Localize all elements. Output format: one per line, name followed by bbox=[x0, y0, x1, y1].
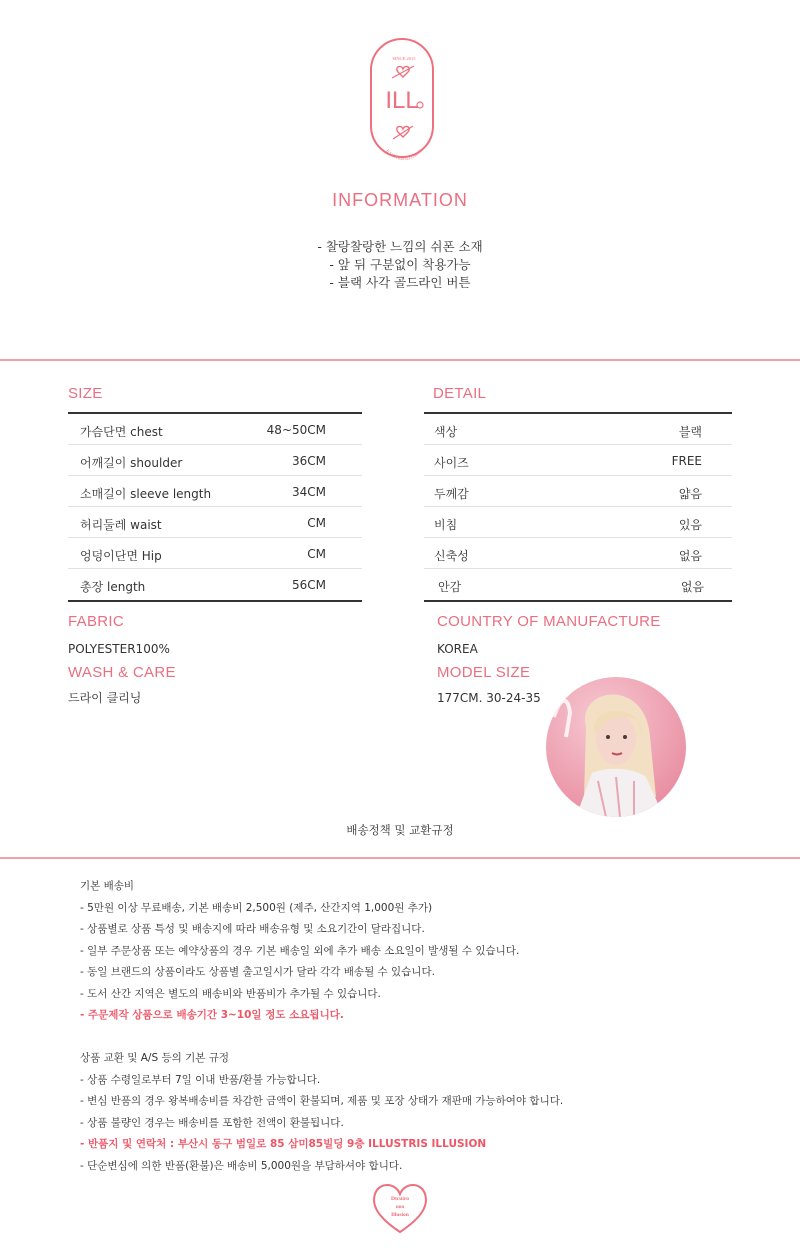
detail-value: FREE bbox=[671, 454, 702, 468]
brand-logo bbox=[370, 38, 434, 158]
heart-icon bbox=[369, 1178, 431, 1240]
logo-mark-icon bbox=[372, 40, 436, 160]
logo-ill-text: ILL bbox=[385, 87, 419, 114]
exchange-line: - 상품 수령일로부터 7일 이내 반품/환불 가능합니다. bbox=[80, 1073, 321, 1086]
size-value: CM bbox=[307, 547, 326, 561]
detail-row bbox=[424, 569, 732, 600]
shipping-highlight: - 주문제작 상품으로 배송기간 3~10일 정도 소요됩니다. bbox=[80, 1009, 344, 1021]
wash-title: WASH & CARE bbox=[68, 664, 176, 681]
size-value: CM bbox=[307, 516, 326, 530]
information-line: - 찰랑찰랑한 느낌의 쉬폰 소재 bbox=[317, 239, 483, 254]
size-label: 가슴단면 chest bbox=[80, 425, 163, 439]
information-line: - 앞 뒤 구분없이 착용가능 bbox=[329, 257, 471, 272]
shipping-line: - 5만원 이상 무료배송, 기본 배송비 2,500원 (제주, 산간지역 1,000원 추가) bbox=[80, 901, 433, 914]
heart-text-line: Dtcuiro bbox=[391, 1196, 409, 1202]
size-label: 소매길이 sleeve length bbox=[80, 487, 212, 501]
size-label: 총장 length bbox=[80, 580, 146, 594]
shipping-title: 기본 배송비 bbox=[80, 880, 135, 892]
detail-title: DETAIL bbox=[433, 385, 487, 402]
model-photo bbox=[546, 677, 686, 817]
size-row bbox=[68, 476, 362, 507]
policy-body bbox=[80, 876, 740, 1177]
size-value: 48~50CM bbox=[266, 423, 326, 437]
exchange-line: - 변심 반품의 경우 왕복배송비를 차감한 금액이 환불되며, 제품 및 포장 상태가 재판매 가능하여야 합니다. bbox=[80, 1095, 564, 1107]
policy-title: 배송정책 및 교환규정 bbox=[346, 823, 454, 837]
exchange-line: - 상품 불량인 경우는 배송비를 포함한 전액이 환불됩니다. bbox=[80, 1116, 344, 1129]
country-title: COUNTRY OF MANUFACTURE bbox=[437, 613, 661, 630]
size-row bbox=[68, 445, 362, 476]
size-row bbox=[68, 538, 362, 569]
detail-value: 얇음 bbox=[678, 487, 702, 501]
detail-row bbox=[424, 538, 732, 569]
fabric-value: POLYESTER100% bbox=[68, 642, 170, 656]
detail-value: 블랙 bbox=[678, 425, 702, 439]
section-divider bbox=[0, 359, 800, 361]
detail-label: 색상 bbox=[434, 425, 458, 439]
information-lines bbox=[0, 238, 800, 292]
size-row bbox=[68, 507, 362, 538]
country-value: KOREA bbox=[437, 642, 478, 656]
shipping-line: - 상품별로 상품 특성 및 배송지에 따라 배송유형 및 소요기간이 달라집니다. bbox=[80, 923, 425, 935]
shipping-line: - 도서 산간 지역은 별도의 배송비와 반품비가 추가될 수 있습니다. bbox=[80, 987, 381, 1000]
shipping-line: - 일부 주문상품 또는 예약상품의 경우 기본 배송일 외에 추가 배송 소요일이 발생될 수 있습니다. bbox=[80, 944, 520, 957]
model-value: 177CM. 30-24-35 bbox=[437, 691, 541, 705]
heart-text-line: Illusion bbox=[391, 1212, 409, 1218]
size-title: SIZE bbox=[68, 385, 103, 402]
exchange-title: 상품 교환 및 A/S 등의 기본 규정 bbox=[80, 1052, 229, 1064]
size-table bbox=[68, 412, 362, 602]
detail-label: 두께감 bbox=[434, 487, 469, 501]
size-label: 허리둘레 waist bbox=[80, 518, 162, 532]
model-title: MODEL SIZE bbox=[437, 664, 531, 681]
detail-label: 비침 bbox=[434, 518, 458, 532]
detail-row bbox=[424, 507, 732, 538]
section-divider bbox=[0, 857, 800, 859]
logo-top-text: SINCE 2015 bbox=[392, 56, 416, 61]
detail-value: 없음 bbox=[680, 580, 704, 594]
detail-label: 신축성 bbox=[434, 549, 469, 563]
detail-value: 없음 bbox=[678, 549, 702, 563]
detail-row bbox=[424, 476, 732, 507]
information-line: - 블랙 사각 골드라인 버튼 bbox=[329, 275, 471, 290]
detail-label: 안감 bbox=[438, 580, 462, 594]
fabric-title: FABRIC bbox=[68, 613, 124, 630]
shipping-line: - 동일 브랜드의 상품이라도 상품별 출고일시가 달라 각각 배송될 수 있습니다. bbox=[80, 966, 435, 978]
size-label: 엉덩이단면 Hip bbox=[80, 549, 162, 563]
logo-bottom-text: ILLUSTRIS ILLUSION bbox=[385, 148, 423, 160]
exchange-highlight: - 반품지 및 연락처 : 부산시 동구 범일로 85 삼미85빌딩 9층 ILLUSTRIS ILLUSION bbox=[80, 1138, 487, 1150]
spacer bbox=[80, 1027, 740, 1049]
detail-label: 사이즈 bbox=[434, 456, 469, 470]
wash-value: 드라이 클리닝 bbox=[68, 691, 142, 705]
detail-row bbox=[424, 445, 732, 476]
heart-text-line: uoo bbox=[395, 1204, 405, 1210]
information-title: INFORMATION bbox=[332, 190, 468, 210]
exchange-line: - 단순변심에 의한 반품(환불)은 배송비 5,000원을 부담하셔야 합니다. bbox=[80, 1159, 403, 1172]
size-value: 36CM bbox=[291, 454, 326, 468]
size-row bbox=[68, 414, 362, 445]
detail-row bbox=[424, 414, 732, 445]
detail-table bbox=[424, 412, 732, 602]
size-value: 34CM bbox=[291, 485, 326, 499]
size-row bbox=[68, 569, 362, 600]
detail-value: 있음 bbox=[678, 518, 702, 532]
size-value: 56CM bbox=[291, 578, 326, 592]
size-label: 어깨길이 shoulder bbox=[80, 456, 183, 470]
